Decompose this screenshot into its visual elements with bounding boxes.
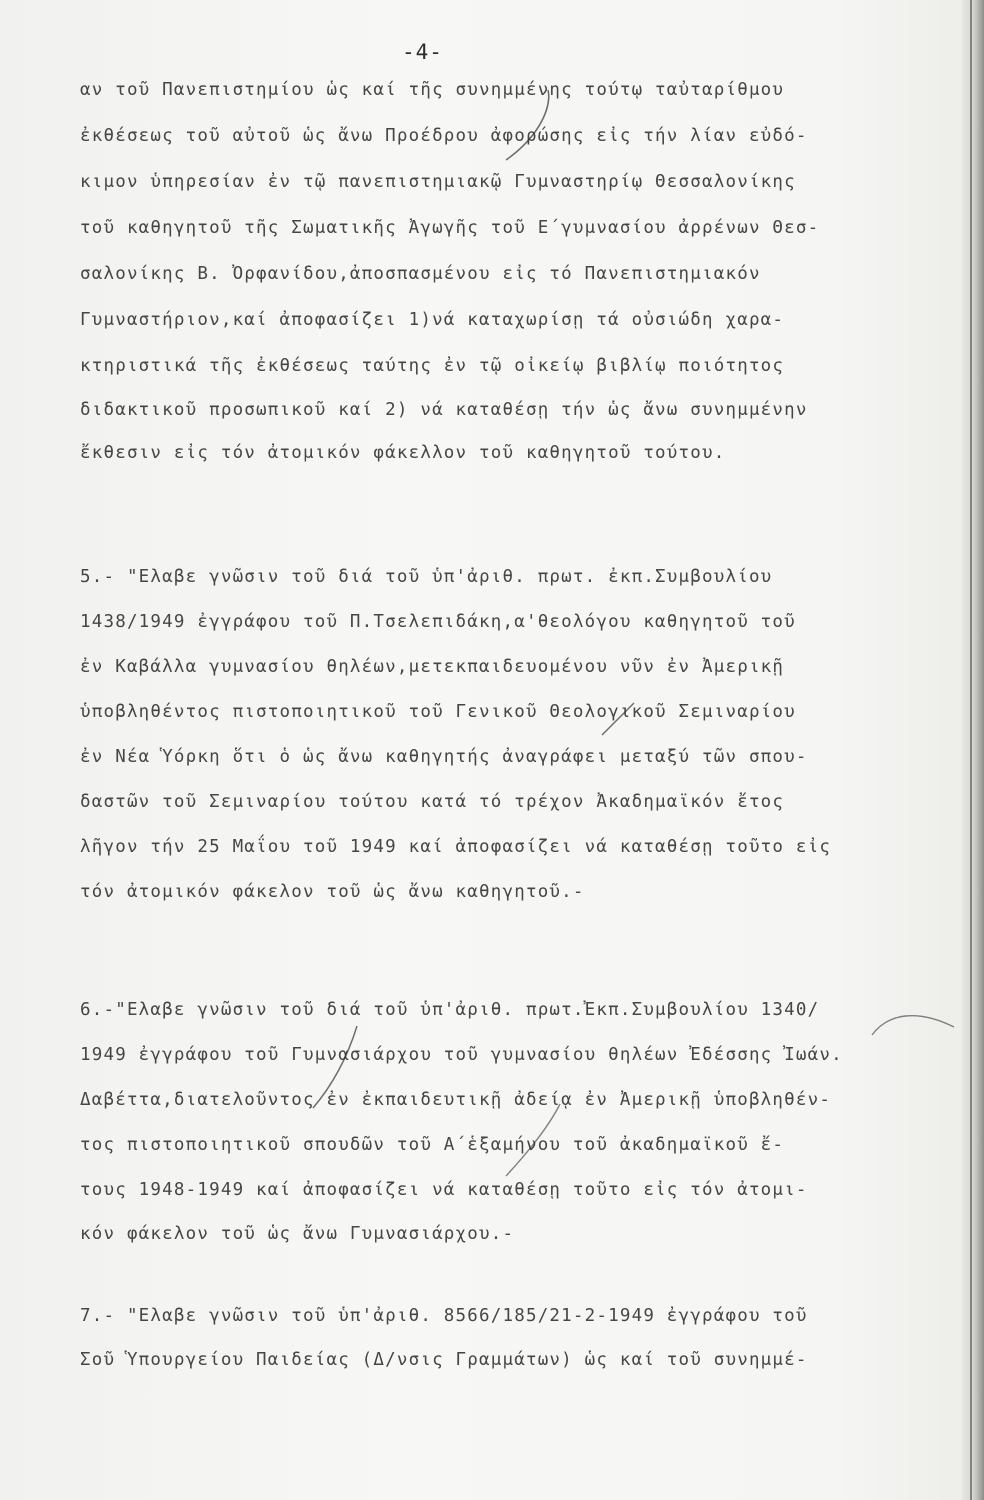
text-line: 1438/1949 ἐγγράφου τοῦ Π.Τσελεπιδάκη,α'θεολόγου καθηγητοῦ τοῦ [80, 612, 796, 632]
text-line: αν τοῦ Πανεπιστημίου ὡς καί τῆς συνημμένης τούτῳ ταὐταρίθμου [80, 80, 785, 100]
text-line: κιμον ὑπηρεσίαν ἐν τῷ πανεπιστημιακῷ Γυμναστηρίῳ Θεσσαλονίκης [80, 172, 796, 192]
page-binding-edge [962, 0, 984, 1500]
page-binding-line [970, 0, 972, 1500]
text-line: τος πιστοποιητικοῦ σπουδῶν τοῦ Α´ἑξαμήνου τοῦ ἀκαδημαϊκοῦ ἔ- [80, 1135, 785, 1155]
page-number: -4- [402, 40, 443, 64]
text-line: Γυμναστήριον,καί ἀποφασίζει 1)νά καταχωρίσῃ τά οὐσιώδη χαρα- [80, 310, 785, 330]
pen-stroke-mark [868, 1005, 958, 1045]
text-line: δαστῶν τοῦ Σεμιναρίου τούτου κατά τό τρέχον Ἀκαδημαϊκόν ἔτος [80, 792, 785, 812]
text-line: 5.- "Ελαβε γνῶσιν τοῦ διά τοῦ ὑπ'ἀριθ. πρωτ. ἐκπ.Συμβουλίου [80, 567, 773, 587]
text-line: κτηριστικά τῆς ἐκθέσεως ταύτης ἐν τῷ οἰκείῳ βιβλίῳ ποιότητος [80, 356, 785, 376]
text-line: λῆγον τήν 25 Μαΐου τοῦ 1949 καί ἀποφασίζει νά καταθέσῃ τοῦτο εἰς [80, 837, 832, 857]
text-line: ἐκθέσεως τοῦ αὐτοῦ ὡς ἄνω Προέδρου ἀφορώσης εἰς τήν λίαν εὐδό- [80, 126, 808, 146]
text-line: τους 1948-1949 καί ἀποφασίζει νά καταθέσῃ τοῦτο εἰς τόν ἀτομι- [80, 1180, 808, 1200]
text-line: 7.- "Ελαβε γνῶσιν τοῦ ὑπ'ἀριθ. 8566/185/21-2-1949 ἐγγράφου τοῦ [80, 1306, 808, 1326]
text-line: σαλονίκης Β. Ὀρφανίδου,ἀποσπασμένου εἰς τό Πανεπιστημιακόν [80, 264, 761, 284]
text-line: ἐν Καβάλλα γυμνασίου θηλέων,μετεκπαιδευομένου νῦν ἐν Ἀμερικῇ [80, 657, 785, 677]
text-line: Δαβέττα,διατελοῦντος ἐν ἐκπαιδευτικῇ ἀδείᾳ ἐν Ἀμερικῇ ὑποβληθέν- [80, 1090, 832, 1110]
text-line: ὑποβληθέντος πιστοποιητικοῦ τοῦ Γενικοῦ Θεολογικοῦ Σεμιναρίου [80, 702, 796, 722]
text-line: 6.-"Ελαβε γνῶσιν τοῦ διά τοῦ ὑπ'ἀριθ. πρωτ.Ἐκπ.Συμβουλίου 1340/ [80, 1000, 820, 1020]
text-line: τοῦ καθηγητοῦ τῆς Σωματικῆς Ἀγωγῆς τοῦ Ε´γυμνασίου ἀρρένων Θεσ- [80, 218, 820, 238]
text-line: Σοῦ Ὑπουργείου Παιδείας (Δ/νσις Γραμμάτων) ὡς καί τοῦ συνημμέ- [80, 1350, 808, 1370]
text-line: ἔκθεσιν εἰς τόν ἀτομικόν φάκελλον τοῦ καθηγητοῦ τούτου. [80, 443, 726, 463]
text-line: κόν φάκελον τοῦ ὡς ἄνω Γυμνασιάρχου.- [80, 1224, 515, 1244]
text-line: διδακτικοῦ προσωπικοῦ καί 2) νά καταθέσῃ τήν ὡς ἄνω συνημμένην [80, 400, 808, 420]
text-line: 1949 ἐγγράφου τοῦ Γυμνασιάρχου τοῦ γυμνασίου θηλέων Ἐδέσσης Ἰωάν. [80, 1045, 843, 1065]
text-line: ἐν Νέα Ὑόρκη ὅτι ὁ ὡς ἄνω καθηγητής ἀναγράφει μεταξύ τῶν σπου- [80, 747, 808, 767]
text-line: τόν ἀτομικόν φάκελον τοῦ ὡς ἄνω καθηγητοῦ.- [80, 882, 585, 902]
